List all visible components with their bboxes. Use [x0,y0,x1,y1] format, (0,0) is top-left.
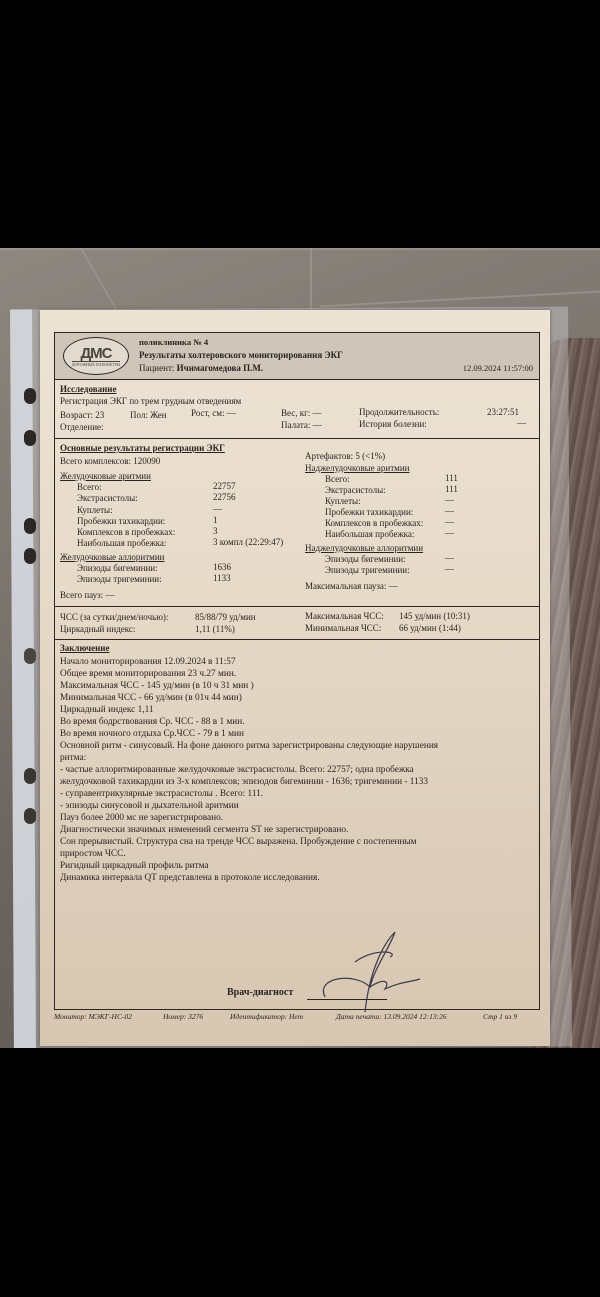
min-hr-value: 66 уд/мин (1:44) [399,623,461,633]
floor-seam [80,248,122,318]
patient-label: Пациент: [139,363,175,373]
weight: Вес, кг: — [281,408,322,418]
supra-allo-value-trigeminy: — [445,564,454,574]
supra-allo-value-bigeminy: — [445,553,454,563]
max-hr-label: Максимальная ЧСС: [305,611,384,621]
signature-icon [315,927,425,1017]
conclusion-line: Циркадный индекс 1,11 [60,705,154,715]
supra-label-couplets: Куплеты: [325,496,361,506]
max-pause: Максимальная пауза: — [305,581,398,591]
artifacts: Артефактов: 5 (<1%) [305,451,386,461]
signature-label: Врач-диагност [227,987,294,998]
report-title: Результаты холтеровского мониторирования ЭКГ [139,350,343,360]
vent-value-run-complexes: 3 [213,526,218,536]
punch-hole [24,518,36,534]
conclusion-line: Диагностически значимых изменений сегмента ST не зарегистрировано. [60,825,349,835]
vent-label-total: Всего: [77,482,102,492]
circadian-label: Циркадный индекс: [60,624,136,634]
min-hr-label: Минимальная ЧСС: [305,623,382,633]
report-header [55,333,539,380]
footer-page: Стр 1 из 9 [483,1012,518,1021]
supra-value-extrasystoles: 111 [445,484,458,494]
photo-of-document [0,248,600,1048]
conclusion-line: Во время ночного отдыха Ср.ЧСС - 79 в 1 мин [60,729,244,739]
vent-value-couplets: — [213,504,222,514]
supra-label-total: Всего: [325,474,350,484]
study-section [55,380,539,439]
supra-value-couplets: — [445,495,454,505]
conclusion-line: - частые аллоритмированные желудочковые экстрасистолы. Всего: 22757; одна пробежка [60,765,414,775]
study-heading: Исследование [60,384,117,394]
conclusion-line: Пауз более 2000 мс не зарегистрировано. [60,813,224,823]
punch-hole [24,648,36,664]
age: Возраст: 23 [60,410,105,420]
conclusion-line: Динамика интервала QT представлена в протоколе исследования. [60,873,320,883]
vent-allo-value-bigeminy: 1636 [213,562,231,572]
conclusion-line: Ригидный циркадный профиль ритма [60,861,209,871]
conclusion-line: Сон прерывистый. Структура сна на тренде ЧСС выражена. Пробуждение с постепенным [60,837,417,847]
supraventricular-heading: Наджелудочковые аритмии [305,463,410,473]
supra-label-longest-run: Наибольшая пробежка: [325,529,415,539]
vent-allo-value-trigeminy: 1133 [213,573,231,583]
footer-identifier: Идентификатор: Нет [230,1012,304,1021]
history-label: История болезни: [359,419,427,429]
conclusion-line: Общее время мониторирования 23 ч.27 мин. [60,669,237,679]
supra-allo-label-bigeminy: Эпизоды бигеминии: [325,554,406,564]
vent-allo-label-trigeminy: Эпизоды тригеминии: [77,574,162,584]
duration-value: 23:27:51 [487,407,520,417]
study-description: Регистрация ЭКГ по трем грудным отведениям [60,396,242,406]
vent-label-extrasystoles: Экстрасистолы: [77,493,138,503]
vent-value-total: 22757 [213,481,236,491]
results-section [55,439,539,607]
total-complexes: Всего комплексов: 120090 [60,456,161,466]
footer-number: Номер: 3276 [163,1012,204,1021]
supra-label-runs: Пробежки тахикардии: [325,507,414,517]
duration-label: Продолжительность: [359,407,440,417]
conclusion-line: желудочковой тахикардии из 3-х комплексов; эпизодов бигеминии - 1636; тригеминии - 1133 [60,777,429,787]
vent-value-runs: 1 [213,515,218,525]
floor-seam [320,291,600,308]
sex: Пол: Жен [130,410,167,420]
conclusion-line: Минимальная ЧСС - 66 уд/мин (в 01ч 44 мин) [60,693,242,703]
ventricular-heading: Желудочковые аритмии [60,471,151,481]
report-frame [54,332,540,1010]
max-hr-value: 145 уд/мин (10:31) [399,611,470,621]
history-value: — [517,418,526,428]
report-page [40,310,550,1046]
punch-hole [24,388,36,404]
department: Отделение: [60,422,104,432]
clinic-logo-icon [63,337,129,375]
conclusion-line: Максимальная ЧСС - 145 уд/мин (в 10 ч 31 мин ) [60,681,254,691]
conclusion-line: Во время бодрствования Ср. ЧСС - 88 в 1 мин. [60,717,245,727]
vent-label-longest-run: Наибольшая пробежка: [77,538,167,548]
supraventricular-allo-heading: Наджелудочковые аллоритмии [305,543,424,553]
ventricular-allo-heading: Желудочковые аллоритмии [60,552,165,562]
supra-value-total: 111 [445,473,458,483]
results-heading: Основные результаты регистрации ЭКГ [60,443,225,453]
logo-mark: ДМС [80,344,112,362]
clinic-name: поликлиника № 4 [139,337,209,347]
punch-hole [24,430,36,446]
vent-label-runs: Пробежки тахикардии: [77,516,166,526]
vent-label-couplets: Куплеты: [77,505,113,515]
patient-name: Ичимагомедова П.М. [176,363,264,373]
supra-allo-label-trigeminy: Эпизоды тригеминии: [325,565,410,575]
vent-allo-label-bigeminy: Эпизоды бигеминии: [77,563,158,573]
supra-value-run-complexes: — [445,517,454,527]
supra-label-extrasystoles: Экстрасистолы: [325,485,386,495]
vent-label-run-complexes: Комплексов в пробежках: [77,527,176,537]
supra-value-runs: — [445,506,454,516]
conclusion-line: - эпизоды синусовой и дыхательной аритмии [60,801,239,811]
patient-line [139,363,263,373]
vent-value-longest-run: 3 компл (22:29:47) [213,537,284,547]
supra-value-longest-run: — [445,528,454,538]
conclusion-line: - суправентрикулярные экстрасистолы . Всего: 111. [60,789,264,799]
circadian-value: 1,11 (11%) [195,624,235,634]
punch-hole [24,548,36,564]
conclusion-line: ритма: [60,753,87,763]
conclusion-line: приростом ЧСС. [60,849,126,859]
hr-label: ЧСС (за сутки/днем/ночью): [60,612,169,622]
conclusion-line: Начало мониторирования 12.09.2024 в 11:57 [60,657,236,667]
total-pauses: Всего пауз: — [60,590,115,600]
height: Рост, см: — [191,408,236,418]
supra-label-run-complexes: Комплексов в пробежках: [325,518,424,528]
conclusion-heading: Заключение [60,643,110,653]
hr-value: 85/88/79 уд/мин [195,612,256,622]
punch-hole [24,768,36,784]
punch-hole [24,808,36,824]
report-datetime: 12.09.2024 11:57:00 [462,363,533,373]
heart-rate-section [55,607,539,640]
vent-value-extrasystoles: 22756 [213,492,236,502]
floor-seam [0,248,600,250]
logo-subtitle: ДОРОЖНЫЕ ПАРАМЕТРЫ [71,361,121,367]
footer-print-date: Дата печати: 13.09.2024 12:13:26 [336,1012,447,1021]
ward: Палата: — [281,420,322,430]
conclusion-line: Основной ритм - синусовый. На фоне данного ритма зарегистрированы следующие нарушения [60,741,439,751]
footer-monitor: Монитор: МЭКГ-НС-02 [54,1012,132,1021]
